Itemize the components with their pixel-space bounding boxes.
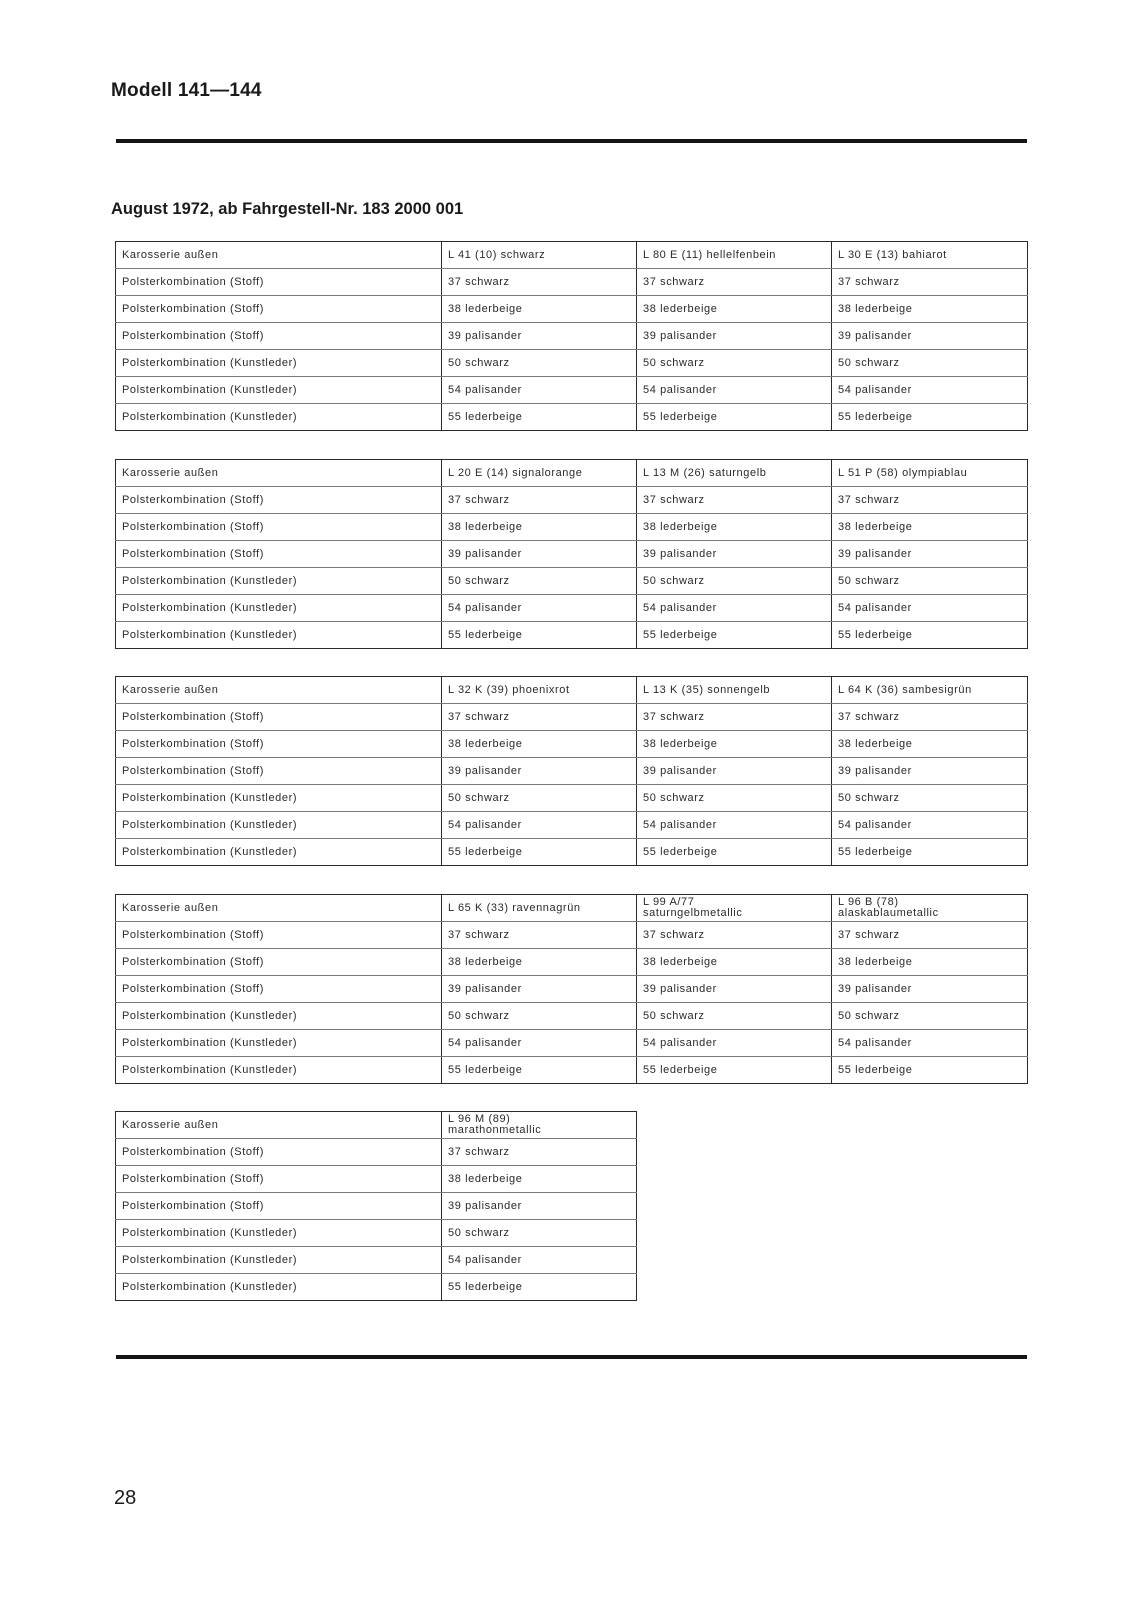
table-cell [832, 895, 1028, 922]
section-title: August 1972, ab Fahrgestell-Nr. 183 2000 001 [111, 200, 464, 218]
table-row [116, 1030, 1028, 1057]
table-cell: 54 palisander [637, 1030, 832, 1057]
table-cell: 37 schwarz [637, 487, 832, 514]
table-cell: 39 palisander [832, 758, 1028, 785]
table-cell: L 32 K (39) phoenixrot [442, 677, 637, 704]
top-rule [116, 139, 1027, 143]
table-cell: 38 lederbeige [832, 949, 1028, 976]
table-row [116, 487, 1028, 514]
table-row [116, 269, 1028, 296]
table-cell: 39 palisander [832, 323, 1028, 350]
table-row [116, 731, 1028, 758]
row-label: Polsterkombination (Kunstleder) [122, 411, 298, 423]
table-cell: 38 lederbeige [637, 296, 832, 323]
row-label: Polsterkombination (Stoff) [116, 1139, 442, 1166]
table-cell: 50 schwarz [442, 350, 637, 377]
table-cell: 39 palisander [637, 976, 832, 1003]
table-cell: 54 palisander [442, 595, 637, 622]
table-cell: 38 lederbeige [637, 731, 832, 758]
table-cell: 39 palisander [442, 758, 637, 785]
page-number: 28 [114, 1487, 137, 1509]
row-label: Karosserie außen [116, 242, 442, 269]
table-cell: 50 schwarz [832, 1003, 1028, 1030]
table-cell: 37 schwarz [442, 269, 637, 296]
table-row [116, 514, 1028, 541]
header-row [116, 460, 1028, 487]
row-label: Polsterkombination (Kunstleder) [116, 812, 442, 839]
table-cell: 38 lederbeige [442, 731, 637, 758]
row-label: Polsterkombination (Stoff) [116, 704, 442, 731]
row-label: Polsterkombination (Stoff) [116, 731, 442, 758]
table-cell: 55 lederbeige [442, 622, 637, 649]
table-cell: 37 schwarz [637, 922, 832, 949]
table-cell: 39 palisander [442, 541, 637, 568]
table-cell: L 64 K (36) sambesigrün [832, 677, 1028, 704]
table-row [116, 1166, 637, 1193]
table-cell: 39 palisander [442, 1193, 637, 1220]
table-cell: L 30 E (13) bahiarot [832, 242, 1028, 269]
row-label: Polsterkombination (Kunstleder) [116, 1003, 442, 1030]
table-cell: 37 schwarz [442, 487, 637, 514]
table-row [116, 758, 1028, 785]
row-label: Polsterkombination (Stoff) [116, 269, 442, 296]
table-cell: L 41 (10) schwarz [442, 242, 637, 269]
row-label: Karosserie außen [116, 460, 442, 487]
row-label: Karosserie außen [116, 895, 442, 922]
table-cell: 55 lederbeige [442, 1274, 637, 1301]
table-cell [637, 895, 832, 922]
table-row [116, 812, 1028, 839]
row-label: Polsterkombination (Kunstleder) [122, 1281, 298, 1293]
row-label: Polsterkombination (Stoff) [116, 949, 442, 976]
table-cell [442, 1112, 637, 1139]
table-cell: 37 schwarz [637, 269, 832, 296]
row-label: Polsterkombination (Stoff) [116, 296, 442, 323]
header-row [116, 895, 1028, 922]
header-line: alaskablaumetallic [838, 907, 939, 919]
table-row [116, 704, 1028, 731]
table-row [116, 350, 1028, 377]
header-line: L 99 A/77 [643, 896, 695, 908]
row-label: Polsterkombination (Kunstleder) [122, 629, 298, 641]
table-cell: 54 palisander [832, 377, 1028, 404]
table-cell: 55 lederbeige [637, 839, 832, 866]
table-cell: 50 schwarz [442, 1220, 637, 1247]
table-cell: 39 palisander [637, 758, 832, 785]
table-cell: 55 lederbeige [442, 1057, 637, 1084]
row-label: Polsterkombination (Kunstleder) [116, 350, 442, 377]
row-label: Polsterkombination (Stoff) [116, 758, 442, 785]
table-cell: 54 palisander [832, 1030, 1028, 1057]
table-cell: 37 schwarz [442, 922, 637, 949]
table-cell: 54 palisander [832, 595, 1028, 622]
table-cell: 37 schwarz [442, 1139, 637, 1166]
table-cell: 54 palisander [832, 812, 1028, 839]
row-label: Polsterkombination (Kunstleder) [116, 568, 442, 595]
header-row [116, 677, 1028, 704]
table-cell: 38 lederbeige [832, 296, 1028, 323]
table-cell: 55 lederbeige [442, 404, 637, 431]
row-label: Polsterkombination (Kunstleder) [116, 1247, 442, 1274]
table-cell: 37 schwarz [832, 704, 1028, 731]
table-cell: 50 schwarz [442, 568, 637, 595]
table-cell: 37 schwarz [832, 487, 1028, 514]
table-cell: 38 lederbeige [442, 296, 637, 323]
table-row [116, 296, 1028, 323]
row-label: Polsterkombination (Stoff) [116, 1193, 442, 1220]
table-cell: 38 lederbeige [442, 1166, 637, 1193]
row-label: Polsterkombination (Kunstleder) [122, 846, 298, 858]
table-row [116, 839, 1028, 866]
table-cell: 37 schwarz [832, 922, 1028, 949]
table-cell: 54 palisander [637, 377, 832, 404]
color-table-1 [115, 241, 1028, 431]
row-label: Polsterkombination (Kunstleder) [116, 377, 442, 404]
table-row [116, 595, 1028, 622]
table-cell: 38 lederbeige [637, 949, 832, 976]
table-cell: 50 schwarz [637, 785, 832, 812]
table-cell: 55 lederbeige [832, 839, 1028, 866]
table-row [116, 922, 1028, 949]
table-row [116, 541, 1028, 568]
table-cell: 55 lederbeige [832, 404, 1028, 431]
header-line: L 96 B (78) [838, 896, 899, 908]
table-row [116, 1193, 637, 1220]
row-label: Polsterkombination (Stoff) [116, 514, 442, 541]
table-cell: 37 schwarz [832, 269, 1028, 296]
table-row [116, 323, 1028, 350]
table-row [116, 1220, 637, 1247]
table-cell: 39 palisander [637, 541, 832, 568]
row-label: Polsterkombination (Stoff) [116, 323, 442, 350]
row-label: Polsterkombination (Kunstleder) [122, 1064, 298, 1076]
table-cell: 38 lederbeige [442, 514, 637, 541]
table-cell: 38 lederbeige [442, 949, 637, 976]
table-row [116, 622, 1028, 649]
color-table-4 [115, 894, 1028, 1084]
row-label: Karosserie außen [116, 1112, 442, 1139]
bottom-rule [116, 1355, 1027, 1359]
table-cell: 39 palisander [637, 323, 832, 350]
table-cell: 54 palisander [442, 377, 637, 404]
table-row [116, 1274, 637, 1301]
table-row [116, 404, 1028, 431]
row-label: Polsterkombination (Stoff) [116, 976, 442, 1003]
table-cell: 50 schwarz [832, 350, 1028, 377]
table-row [116, 1247, 637, 1274]
table-cell: 54 palisander [442, 1247, 637, 1274]
row-label: Polsterkombination (Kunstleder) [116, 595, 442, 622]
table-cell: L 80 E (11) hellelfenbein [637, 242, 832, 269]
row-label: Polsterkombination (Kunstleder) [116, 1220, 442, 1247]
table-cell: 37 schwarz [637, 704, 832, 731]
color-table-2 [115, 459, 1028, 649]
row-label: Polsterkombination (Kunstleder) [116, 785, 442, 812]
table-cell: 50 schwarz [637, 1003, 832, 1030]
table-cell: 38 lederbeige [832, 731, 1028, 758]
table-cell: 39 palisander [442, 976, 637, 1003]
table-cell: L 51 P (58) olympiablau [832, 460, 1028, 487]
table-row [116, 568, 1028, 595]
row-label: Polsterkombination (Stoff) [116, 487, 442, 514]
table-row [116, 1003, 1028, 1030]
header-line: marathonmetallic [448, 1124, 542, 1136]
color-table-3 [115, 676, 1028, 866]
table-cell: 55 lederbeige [637, 404, 832, 431]
table-cell: 55 lederbeige [637, 622, 832, 649]
table-cell: 50 schwarz [442, 1003, 637, 1030]
table-cell: 50 schwarz [832, 568, 1028, 595]
color-table-5 [115, 1111, 637, 1301]
header-row [116, 242, 1028, 269]
table-cell: L 13 M (26) saturngelb [637, 460, 832, 487]
table-cell: 50 schwarz [442, 785, 637, 812]
table-cell: 38 lederbeige [832, 514, 1028, 541]
table-cell: L 13 K (35) sonnengelb [637, 677, 832, 704]
table-cell: L 65 K (33) ravennagrün [442, 895, 637, 922]
table-row [116, 1057, 1028, 1084]
table-cell: 54 palisander [637, 595, 832, 622]
table-cell: 54 palisander [442, 1030, 637, 1057]
row-label: Karosserie außen [116, 677, 442, 704]
table-cell: 55 lederbeige [832, 1057, 1028, 1084]
row-label: Polsterkombination (Stoff) [116, 922, 442, 949]
table-cell: 37 schwarz [442, 704, 637, 731]
table-cell: 50 schwarz [637, 568, 832, 595]
table-cell: 39 palisander [832, 976, 1028, 1003]
row-label: Polsterkombination (Stoff) [116, 541, 442, 568]
table-cell: 55 lederbeige [442, 839, 637, 866]
header-line: saturngelbmetallic [643, 907, 743, 919]
table-cell: 55 lederbeige [637, 1057, 832, 1084]
table-row [116, 785, 1028, 812]
table-cell: 39 palisander [832, 541, 1028, 568]
table-cell: 54 palisander [442, 812, 637, 839]
row-label: Polsterkombination (Stoff) [116, 1166, 442, 1193]
table-cell: 39 palisander [442, 323, 637, 350]
table-cell: 50 schwarz [832, 785, 1028, 812]
table-row [116, 1139, 637, 1166]
row-label: Polsterkombination (Kunstleder) [116, 1030, 442, 1057]
header-row [116, 1112, 637, 1139]
header-line: L 96 M (89) [448, 1113, 511, 1125]
table-row [116, 949, 1028, 976]
page-title: Modell 141—144 [111, 80, 262, 101]
table-row [116, 377, 1028, 404]
table-cell: 54 palisander [637, 812, 832, 839]
table-cell: L 20 E (14) signalorange [442, 460, 637, 487]
table-cell: 55 lederbeige [832, 622, 1028, 649]
table-row [116, 976, 1028, 1003]
table-cell: 38 lederbeige [637, 514, 832, 541]
table-cell: 50 schwarz [637, 350, 832, 377]
